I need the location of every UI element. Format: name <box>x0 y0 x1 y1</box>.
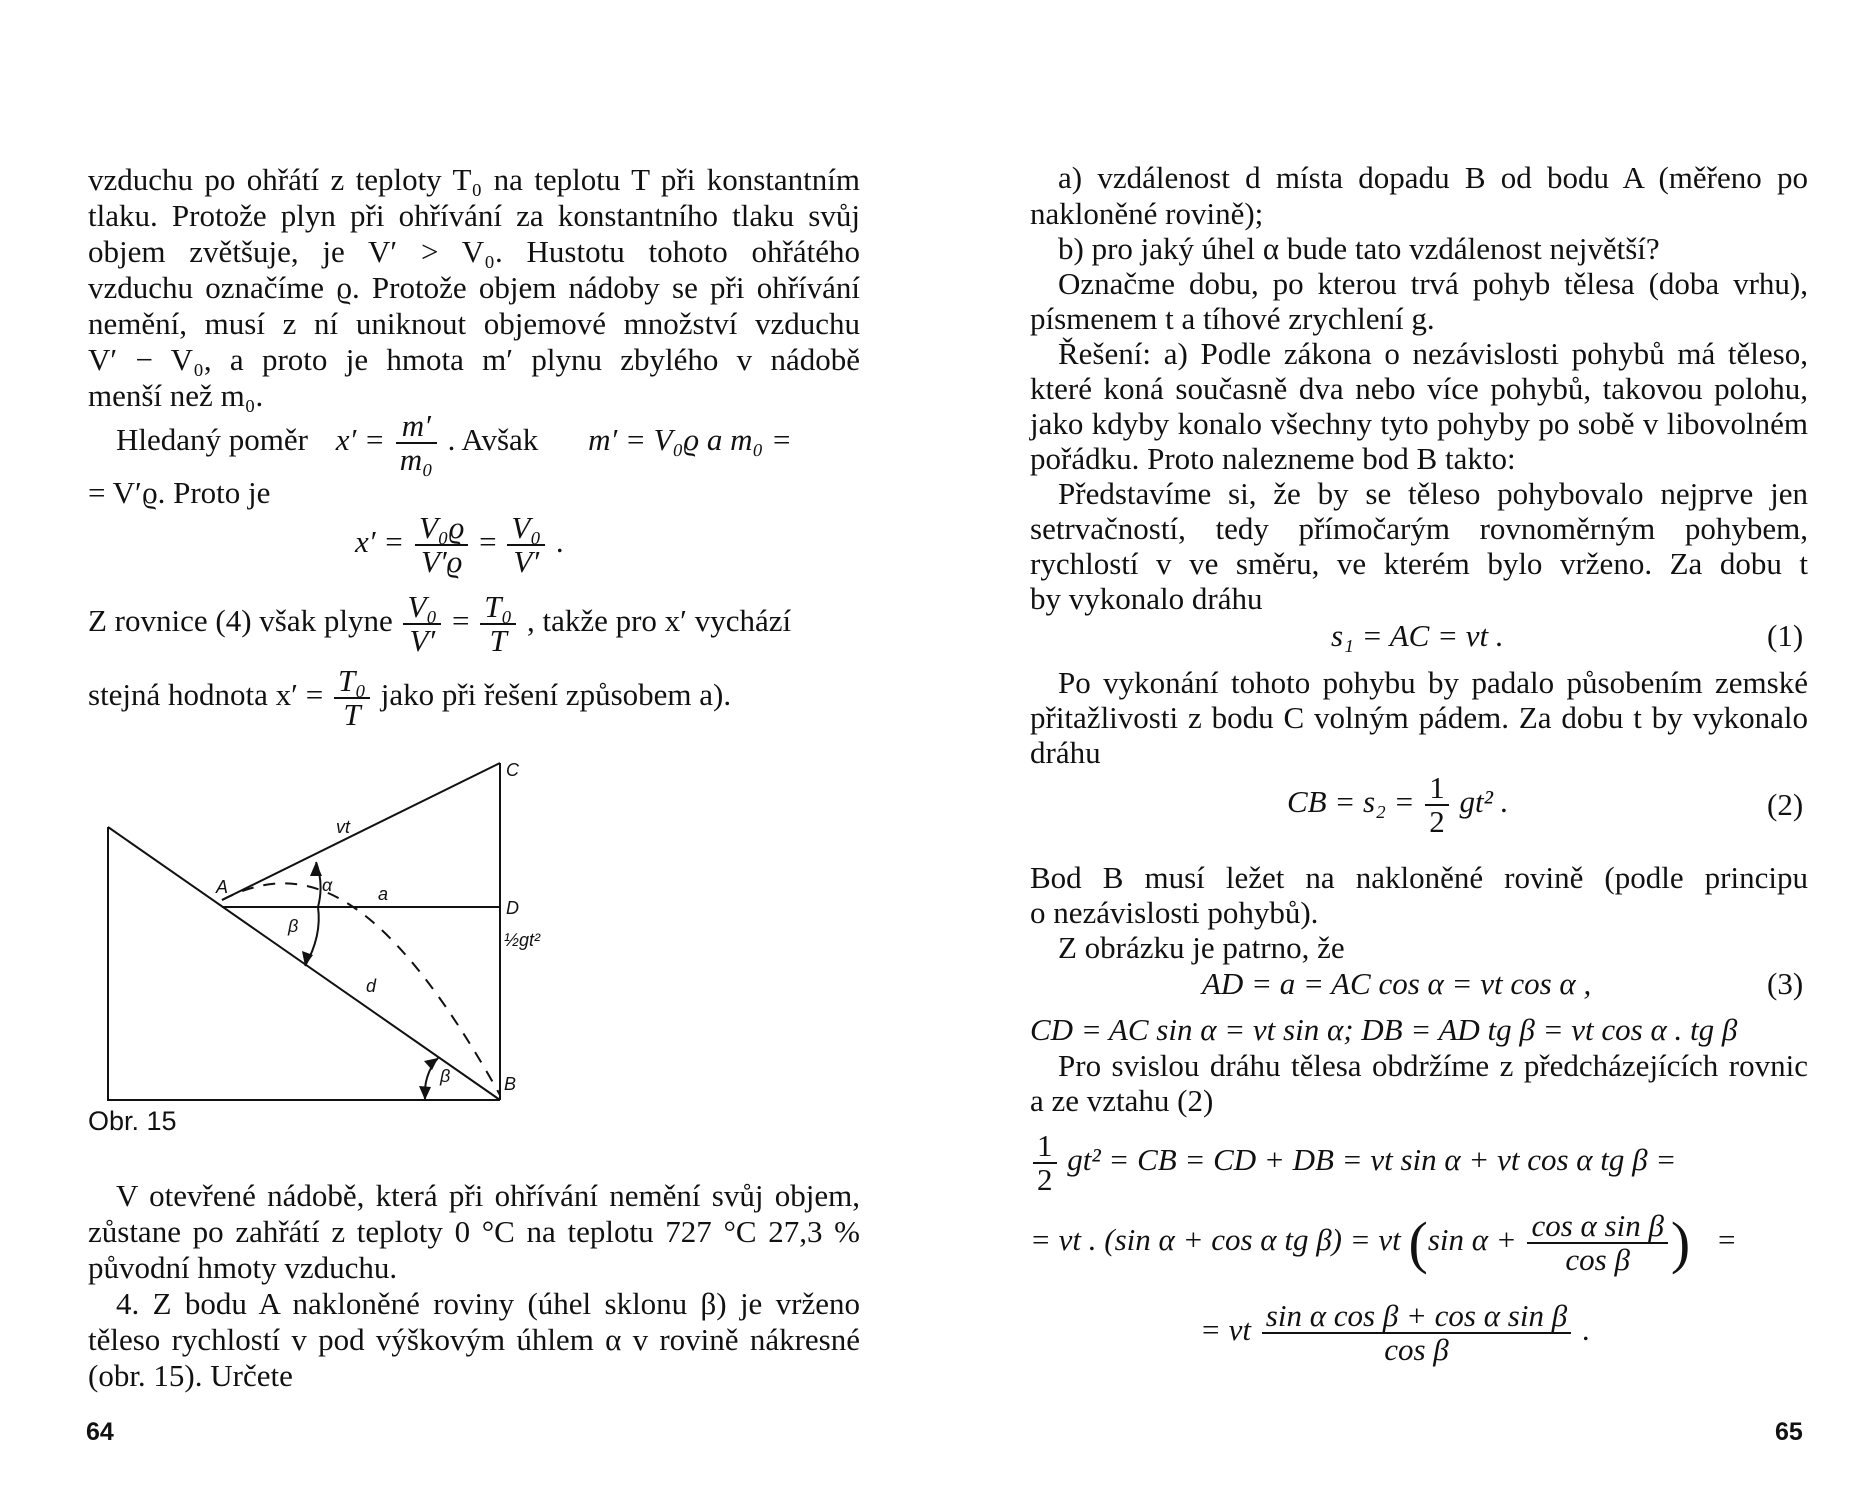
fraction-denominator: 2 <box>1425 804 1449 838</box>
text-line: Z obrázku je patrno, že <box>1058 930 1345 965</box>
text-line: vzduchu označíme ϱ. Protože objem nádoby se při ohřívání <box>88 270 860 305</box>
text-line: Představíme si, že by se těleso pohybovalo nejprve jen <box>1058 476 1808 511</box>
eq-end: . <box>555 524 564 560</box>
trajectory-path <box>222 883 500 1095</box>
fraction-numerator: T₀ <box>484 589 513 624</box>
equation-3b: CD = AC sin α = vt sin α; DB = AD tg β = vt cos α . tg β <box>1030 1012 1738 1047</box>
label-half-gt2: ½gt² <box>504 930 541 950</box>
eq4-tail: , takže pro x′ vychází <box>526 603 792 639</box>
fraction <box>334 665 370 731</box>
text-line: jako kdyby konalo všechny tyto pohyby po sobě v libovolném <box>1030 406 1808 441</box>
text-line: které koná současně dva nebo více pohybů, takovou polohu, <box>1030 371 1808 406</box>
text-line: a) vzdálenost d místa dopadu B od bodu A (měřeno po <box>1058 160 1808 195</box>
label-b: B <box>504 1074 517 1094</box>
equation-big-2 <box>1030 1210 1735 1276</box>
arrow-head <box>310 862 322 876</box>
alpha-arc <box>316 862 321 907</box>
label-d-dist: d <box>366 976 377 996</box>
text-line: = V′ϱ. Proto je <box>88 475 271 510</box>
fraction-denominator: cos β <box>1527 1242 1667 1276</box>
fraction <box>1262 1300 1571 1366</box>
arrow-head <box>424 1058 438 1070</box>
text-line: nakloněné rovině); <box>1030 196 1264 231</box>
text-line: písmenem t a tíhové zrychlení g. <box>1030 301 1435 336</box>
fraction-denominator: cos β <box>1262 1332 1571 1366</box>
fraction <box>1425 772 1449 838</box>
left-paren: ( <box>1408 1210 1428 1275</box>
equation-3: AD = a = AC cos α = vt cos α , <box>1202 966 1592 1001</box>
plane-outline <box>108 827 500 1100</box>
label-beta-a: β <box>288 916 299 936</box>
text-line: Po vykonání tohoto pohybu by padalo působením zemské <box>1058 665 1808 700</box>
equation-x-prime <box>355 512 564 578</box>
eq-lhs: x′ = <box>355 524 405 560</box>
arrow-head <box>302 951 313 966</box>
text-line: pořádku. Proto nalezneme bod B takto: <box>1030 441 1516 476</box>
velocity-line <box>222 763 500 900</box>
fraction-numerator: cos α sin β <box>1531 1208 1664 1243</box>
fraction-denominator: V′ <box>507 544 545 578</box>
right-paren: ) <box>1670 1210 1691 1275</box>
text-line: Řešení: a) Podle zákona o nezávislosti pohybů má těleso, <box>1058 336 1808 371</box>
text-line: tlaku. Protože plyn při ohřívání za konstantního tlaku svůj <box>88 198 860 233</box>
fraction-denominator: V′ϱ <box>415 544 468 578</box>
fraction-denominator: m₀ <box>396 442 437 476</box>
fraction-numerator: V₀ <box>407 589 438 624</box>
label-alpha: α <box>322 875 333 895</box>
text-line: (obr. 15). Určete <box>88 1358 293 1393</box>
incline-line <box>108 827 500 1100</box>
ratio-lead: Hledaný poměr <box>116 422 308 458</box>
figure-caption: Obr. 15 <box>88 1106 177 1136</box>
text-line: a ze vztahu (2) <box>1030 1083 1214 1118</box>
label-vt: vt <box>336 817 351 837</box>
fraction <box>396 410 437 476</box>
fraction-numerator: 1 <box>1037 1128 1053 1163</box>
beta-arc-b <box>425 1058 438 1100</box>
label-c: C <box>506 760 519 780</box>
text-line: těleso rychlostí v pod výškovým úhlem α v rovině nákresné <box>88 1322 860 1357</box>
eq-lead: = vt <box>1200 1312 1252 1348</box>
fraction-denominator: V′ <box>403 623 441 657</box>
fraction <box>480 591 516 657</box>
fraction-numerator: sin α cos β + cos α sin β <box>1265 1298 1568 1333</box>
text-line: objem zvětšuje, je V′ > V₀. Hustotu tohoto ohřátého <box>88 234 860 269</box>
fraction-numerator: m′ <box>401 408 431 443</box>
fraction-numerator: T₀ <box>337 663 366 698</box>
fraction-numerator: V₀ϱ <box>418 510 465 545</box>
equation-big-3 <box>1200 1300 1590 1366</box>
fraction-numerator: 1 <box>1429 770 1445 805</box>
text-line: Pro svislou dráhu tělesa obdržíme z předcházejících rovnic <box>1058 1048 1808 1083</box>
same-lead: stejná hodnota x′ = <box>88 677 324 713</box>
arrow-head <box>419 1086 431 1100</box>
text-line: přitažlivosti z bodu C volným pádem. Za dobu t by vykonalo <box>1030 700 1808 735</box>
text-line: nemění, musí z ní uniknout objemové množství vzduchu <box>88 306 860 341</box>
eq4-lead: Z rovnice (4) však plyne <box>88 603 393 639</box>
text-line: rychlostí v ve směru, ve kterém bylo vrženo. Za dobu t <box>1030 546 1808 581</box>
equation-big-1 <box>1030 1130 1676 1196</box>
ratio-equation <box>116 410 792 476</box>
page-number: 64 <box>86 1418 114 1446</box>
fraction-denominator: 2 <box>1033 1162 1057 1196</box>
text-line: setrvačností, tedy přímočarým rovnoměrným pohybem, <box>1030 511 1808 546</box>
fraction <box>403 591 441 657</box>
ratio-mid: . Avšak <box>447 422 539 458</box>
eq-tail: . <box>1581 1312 1590 1348</box>
text-line: zůstane po zahřátí z teploty 0 °C na teplotu 727 °C 27,3 % <box>88 1214 860 1249</box>
text-line: b) pro jaký úhel α bude tato vzdálenost největší? <box>1058 231 1660 266</box>
text-line: původní hmoty vzduchu. <box>88 1250 398 1285</box>
label-a: A <box>216 877 229 897</box>
text-line: by vykonalo dráhu <box>1030 581 1263 616</box>
text-line: vzduchu po ohřátí z teploty T₀ na teplotu T při konstantním <box>88 162 860 197</box>
eq-inner: sin α + <box>1427 1222 1517 1258</box>
equation-number: (1) <box>1767 618 1804 653</box>
text-line: Označme dobu, po kterou trvá pohyb tělesa (doba vrhu), <box>1058 266 1808 301</box>
eq-tail: = <box>1718 1222 1736 1258</box>
eq-tail: gt² . <box>1459 784 1509 820</box>
label-d: D <box>506 898 519 918</box>
eq-lhs: CB = s₂ = <box>1287 784 1415 820</box>
text-line: o nezávislosti pohybů). <box>1030 895 1319 930</box>
label-beta-b: β <box>440 1066 451 1086</box>
same-value-line <box>88 665 731 731</box>
equation-number: (2) <box>1767 787 1804 822</box>
equals-sign: = <box>451 603 470 639</box>
label-a-small: a <box>378 884 389 904</box>
fraction-denominator: T <box>334 697 370 731</box>
equation-4-line <box>88 591 860 657</box>
ratio-tail: m′ = V₀ϱ a m₀ = <box>588 422 792 458</box>
equals-sign: = <box>479 524 497 560</box>
text-line: menší než m₀. <box>88 378 264 413</box>
fraction <box>1033 1130 1057 1196</box>
right-page <box>937 0 1874 1500</box>
text-line: V otevřené nádobě, která při ohřívání nemění svůj objem, <box>116 1178 860 1213</box>
fraction <box>1527 1210 1667 1276</box>
fraction-denominator: T <box>480 623 516 657</box>
text-line: 4. Z bodu A nakloněné roviny (úhel sklonu β) je vrženo <box>116 1286 860 1321</box>
eq-tail: gt² = CB = CD + DB = vt sin α + vt cos α tg β = <box>1067 1142 1677 1178</box>
equation-1: s₁ = AC = vt . <box>1331 618 1504 653</box>
fraction-numerator: V₀ <box>511 510 542 545</box>
fraction <box>507 512 545 578</box>
same-tail: jako při řešení způsobem a). <box>380 677 732 713</box>
equation-number: (3) <box>1767 966 1804 1001</box>
page-number: 65 <box>1775 1418 1803 1446</box>
equation-2 <box>1287 772 1508 838</box>
text-line: V′ − V₀, a proto je hmota m′ plynu zbylého v nádobě <box>88 342 860 377</box>
beta-arc-a <box>305 907 319 966</box>
ratio-lhs: x′ = <box>335 422 385 458</box>
text-line: dráhu <box>1030 735 1101 770</box>
eq-lead: = vt . (sin α + cos α tg β) = vt <box>1030 1222 1401 1258</box>
text-line: Bod B musí ležet na nakloněné rovině (podle principu <box>1030 860 1808 895</box>
fraction <box>415 512 468 578</box>
